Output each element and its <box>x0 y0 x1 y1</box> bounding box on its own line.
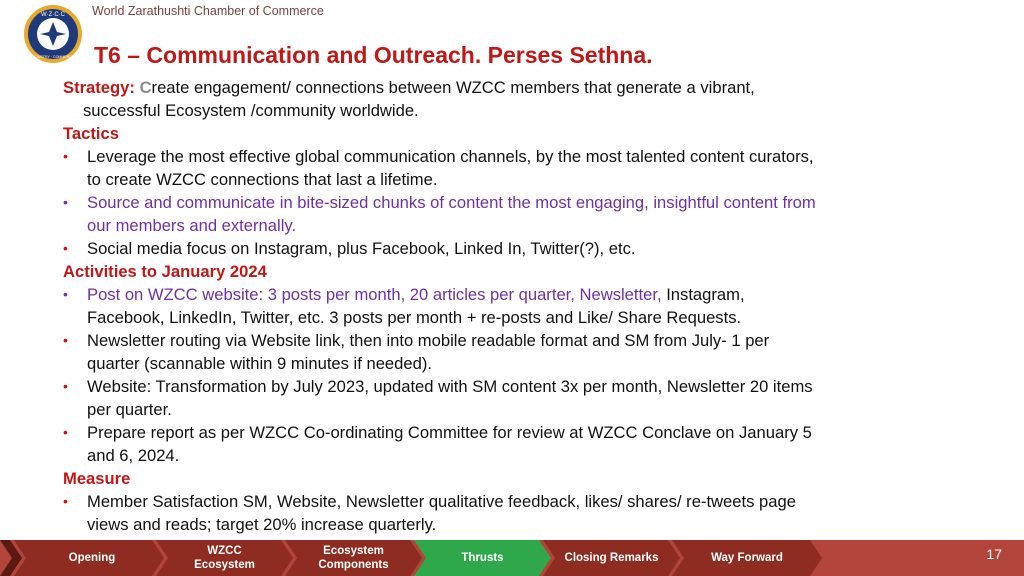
list-item: • Leverage the most effective global communication channels, by the most talented content curators, to create WZCC connections that last a lifetime. <box>63 147 814 189</box>
nav-ecosystem-components[interactable]: Ecosystem Components <box>318 545 389 571</box>
page-number: 17 <box>986 546 1002 562</box>
bullet-icon: • <box>63 240 68 256</box>
org-name: World Zarathushti Chamber of Commerce <box>92 4 324 18</box>
strategy-text-1: reate engagement/ connections between WZCC members that generate a vibrant, <box>151 78 755 97</box>
list-item: • Social media focus on Instagram, plus Facebook, Linked In, Twitter(?), etc. <box>63 239 636 258</box>
nav-closing-remarks[interactable]: Closing Remarks <box>564 552 659 564</box>
bullet-icon: • <box>63 424 68 440</box>
nav-way-forward[interactable]: Way Forward <box>711 552 783 564</box>
logo-subtext: INDUSTRY · COMMERCE <box>31 55 75 59</box>
measure-heading: Measure <box>63 469 131 488</box>
nav-opening[interactable]: Opening <box>68 552 116 564</box>
bullet-icon: • <box>63 378 68 394</box>
list-item: • Prepare report as per WZCC Co-ordinating Committee for review at WZCC Conclave on January 5 and 6, 2024. <box>63 423 812 465</box>
list-item: • Source and communicate in bite-sized chunks of content the most engaging, insightful content from our members and externally. <box>63 193 816 235</box>
list-item: • Member Satisfaction SM, Website, Newsletter qualitative feedback, likes/ shares/ re-tweets page views and reads; target 20% increase quarterly. <box>63 492 796 534</box>
nav-thrusts[interactable]: Thrusts <box>461 552 504 564</box>
nav-wzcc-ecosystem[interactable]: WZCC Ecosystem <box>194 545 255 571</box>
tactics-heading: Tactics <box>63 124 119 143</box>
list-item: • Newsletter routing via Website link, then into mobile readable format and SM from July- 1 per quarter (scannable within 9 minutes if needed). <box>63 331 770 373</box>
activities-heading: Activities to January 2024 <box>63 262 267 281</box>
bullet-icon: • <box>63 332 68 348</box>
bullet-icon: • <box>63 194 68 210</box>
strategy-line-1 <box>63 76 983 99</box>
strategy-text-2: successful Ecosystem /community worldwide. <box>83 101 419 120</box>
wzcc-logo <box>22 3 84 65</box>
list-item: • Website: Transformation by July 2023, updated with SM content 3x per month, Newsletter 20 items per quarter. <box>63 377 813 419</box>
page-title: T6 – Communication and Outreach. Perses Sethna. <box>94 42 653 68</box>
logo-text: W·Z·C·C <box>41 12 65 18</box>
bullet-icon: • <box>63 286 68 302</box>
list-item: • Post on WZCC website: 3 posts per month, 20 articles per quarter, Newsletter, Instagram, Facebook, LinkedIn, Twitter, etc. 3 posts per month + re-posts and Like/ Share Requests. <box>63 285 745 327</box>
slide-content <box>63 76 983 536</box>
bullet-icon: • <box>63 493 68 509</box>
bullet-icon: • <box>63 148 68 164</box>
strategy-label: Strategy: <box>63 78 135 97</box>
strategy-first-letter: C <box>139 78 152 97</box>
